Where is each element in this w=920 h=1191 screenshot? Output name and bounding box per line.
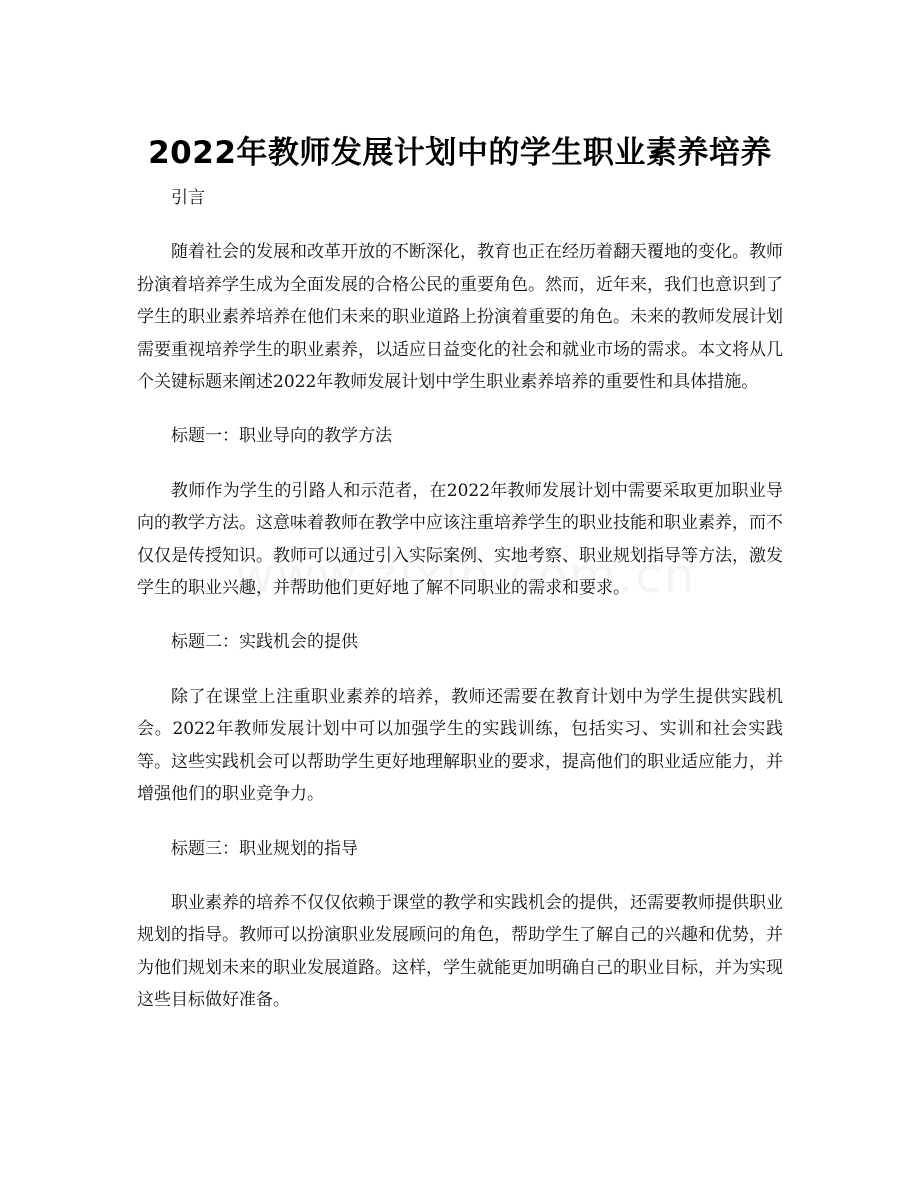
section-heading-3: 标题三：职业规划的指导 [171, 838, 358, 859]
paragraph-1: 教师作为学生的引路人和示范者，在2022年教师发展计划中需要采取更加职业导向的教学方法。这意味着教师在教学中应该注重培养学生的职业技能和职业素养，而不仅仅是传授知识。教师可以通过引入实际案例、实地考察、职业规划指导等方法，激发学生的职业兴趣，并帮助他们更好地了解不同职业的需求和要求。 [137, 480, 783, 599]
document-body [137, 182, 783, 1039]
document-title: 2022年教师发展计划中的学生职业素养培养 [148, 134, 772, 171]
paragraph-3: 职业素养的培养不仅仅依赖于课堂的教学和实践机会的提供，还需要教师提供职业规划的指导。教师可以扮演职业发展顾问的角色，帮助学生了解自己的兴趣和优势，并为他们规划未来的职业发展道路。这样，学生就能更加明确自己的职业目标，并为实现这些目标做好准备。 [137, 892, 783, 1011]
paragraph-intro: 随着社会的发展和改革开放的不断深化，教育也正在经历着翻天覆地的变化。教师扮演着培养学生成为全面发展的合格公民的重要角色。然而，近年来，我们也意识到了学生的职业素养培养在他们未来的职业道路上扮演着重要的角色。未来的教师发展计划需要重视培养学生的职业素养，以适应日益变化的社会和就业市场的需求。本文将从几个关键标题来阐述2022年教师发展计划中学生职业素养培养的重要性和具体措施。 [137, 242, 783, 393]
paragraph-2: 除了在课堂上注重职业素养的培养，教师还需要在教育计划中为学生提供实践机会。2022年教师发展计划中可以加强学生的实践训练，包括实习、实训和社会实践等。这些实践机会可以帮助学生更好地理解职业的要求，提高他们的职业适应能力，并增强他们的职业竞争力。 [137, 686, 783, 805]
section-heading-1: 标题一：职业导向的教学方法 [171, 426, 392, 447]
section-heading-2: 标题二：实践机会的提供 [171, 632, 358, 653]
section-heading-intro: 引言 [171, 188, 205, 208]
